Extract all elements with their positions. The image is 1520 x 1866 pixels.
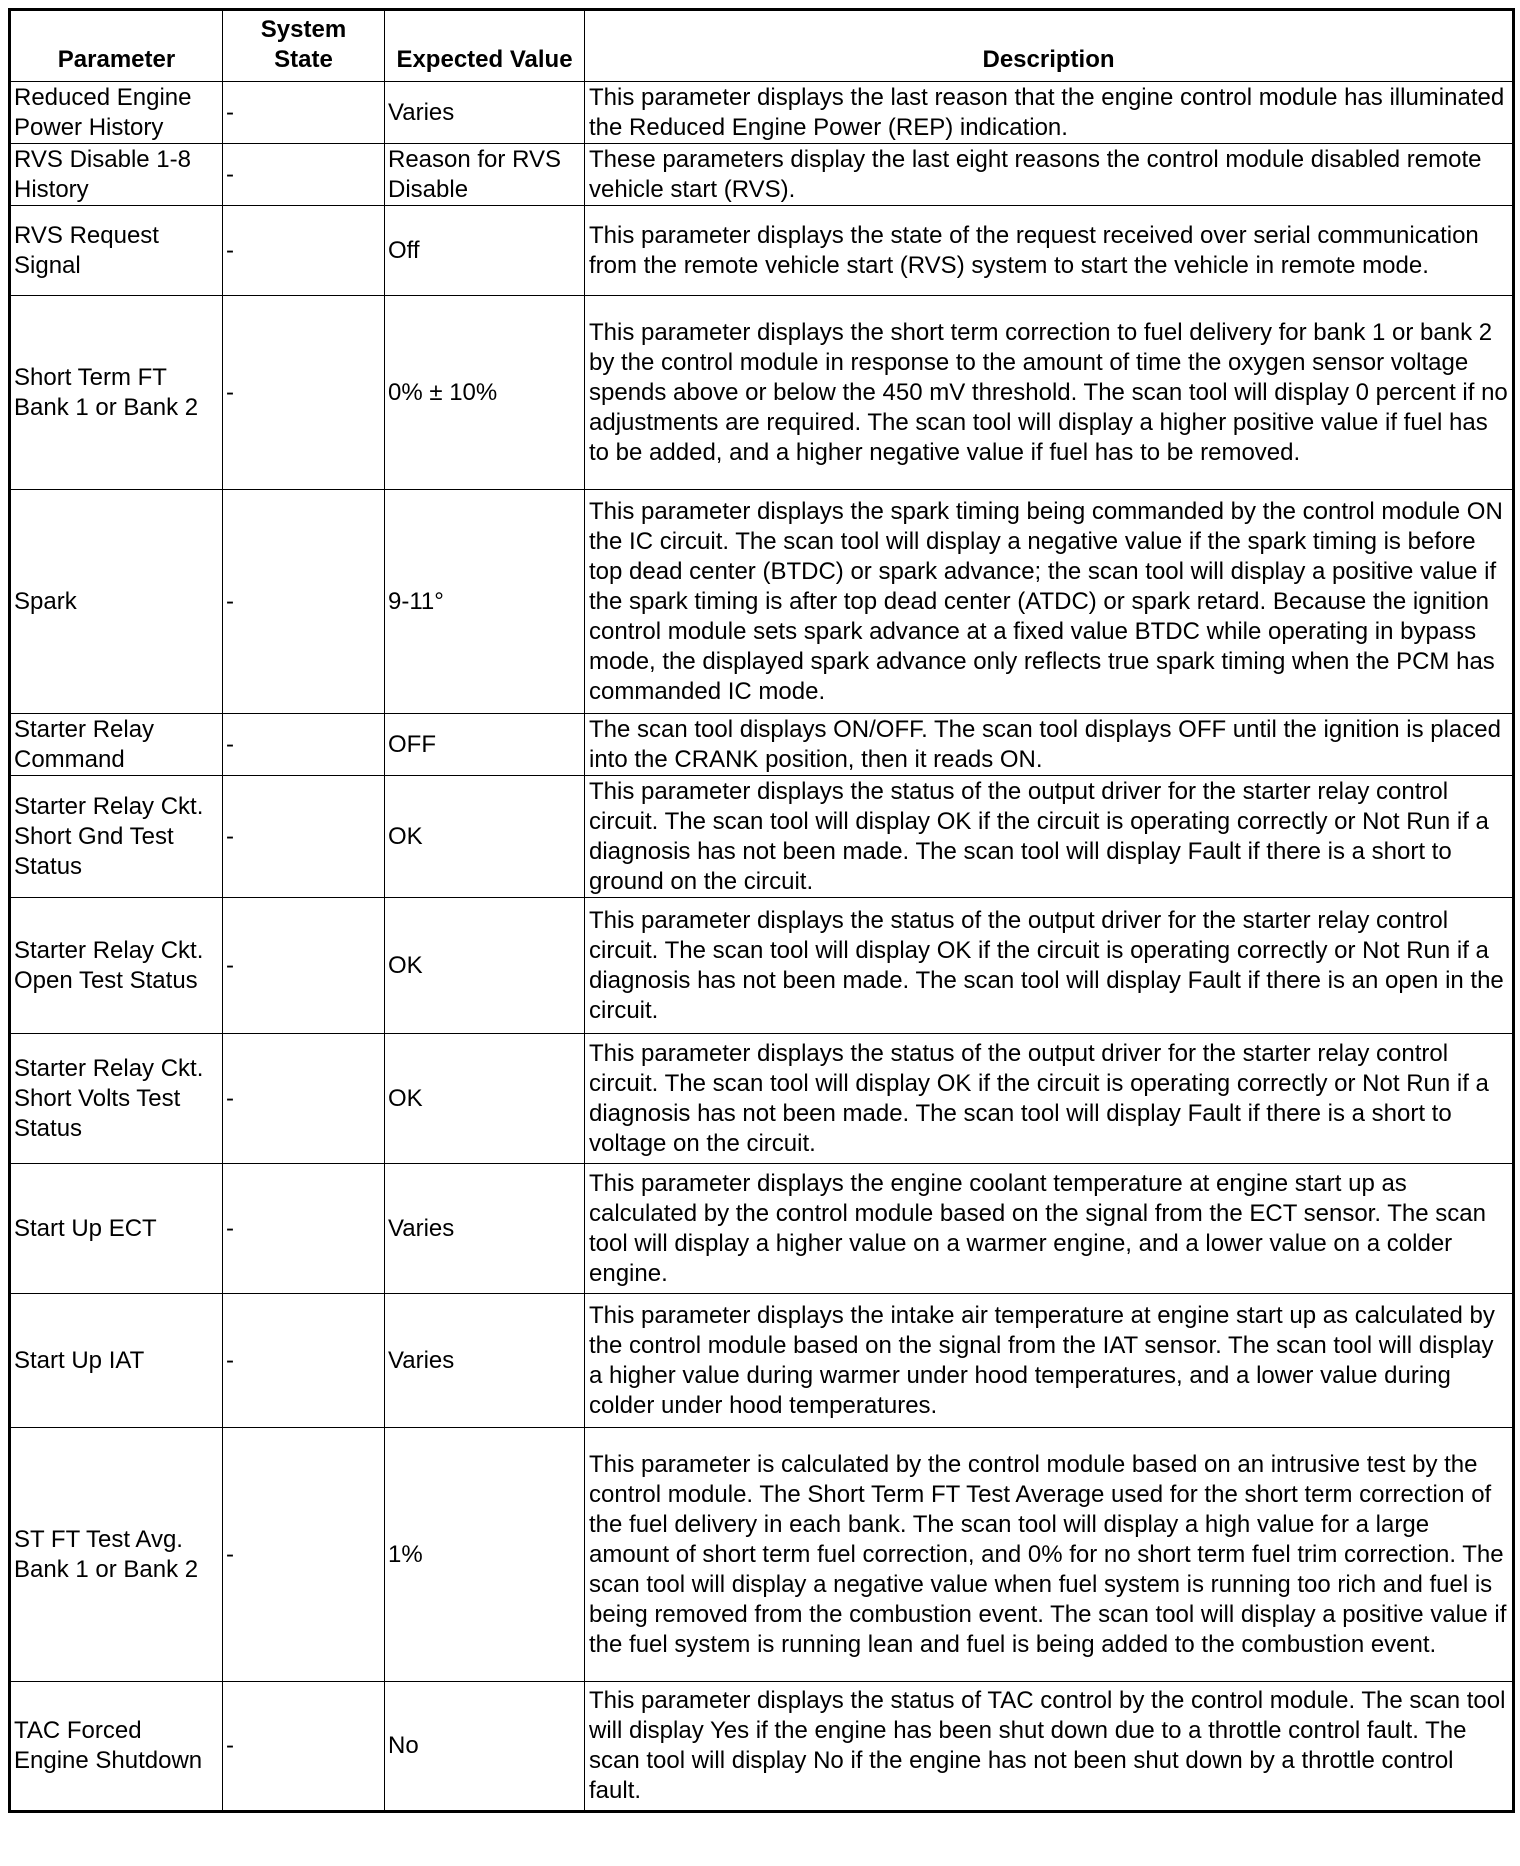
parameter-table — [8, 8, 1515, 1813]
cell-expected-value: Varies — [385, 1294, 585, 1428]
cell-system-state: - — [223, 490, 385, 714]
cell-expected-value: OK — [385, 898, 585, 1034]
parameter-table-container — [8, 8, 1512, 1813]
column-header-system-state: System State — [223, 10, 385, 82]
cell-system-state: - — [223, 1164, 385, 1294]
table-row — [10, 144, 1514, 206]
cell-description: This parameter displays the status of TAC control by the control module. The scan tool will display Yes if the engine has been shut down due to a throttle control fault. The scan tool will display No if the engine has not been shut down by a throttle control fault. — [585, 1682, 1514, 1812]
cell-description: These parameters display the last eight reasons the control module disabled remote vehicle start (RVS). — [585, 144, 1514, 206]
cell-parameter: Spark — [10, 490, 223, 714]
cell-expected-value: OK — [385, 776, 585, 898]
cell-parameter: Starter Relay Ckt. Open Test Status — [10, 898, 223, 1034]
cell-system-state: - — [223, 1034, 385, 1164]
cell-expected-value: OK — [385, 1034, 585, 1164]
table-row — [10, 898, 1514, 1034]
cell-parameter: RVS Disable 1-8 History — [10, 144, 223, 206]
cell-parameter: Start Up ECT — [10, 1164, 223, 1294]
table-row — [10, 1428, 1514, 1682]
cell-parameter: ST FT Test Avg. Bank 1 or Bank 2 — [10, 1428, 223, 1682]
cell-expected-value: 9-11° — [385, 490, 585, 714]
table-row — [10, 714, 1514, 776]
cell-description: The scan tool displays ON/OFF. The scan tool displays OFF until the ignition is placed into the CRANK position, then it reads ON. — [585, 714, 1514, 776]
table-row — [10, 490, 1514, 714]
cell-parameter: Starter Relay Ckt. Short Volts Test Status — [10, 1034, 223, 1164]
cell-system-state: - — [223, 1428, 385, 1682]
cell-parameter: Start Up IAT — [10, 1294, 223, 1428]
cell-system-state: - — [223, 776, 385, 898]
cell-description: This parameter is calculated by the control module based on an intrusive test by the control module. The Short Term FT Test Average used for the short term correction of the fuel delivery in each bank. The scan tool will display a high value for a large amount of short term fuel correction, and 0% for no short term fuel trim correction. The scan tool will display a negative value when fuel system is running too rich and fuel is being removed from the combustion event. The scan tool will display a positive value if the fuel system is running lean and fuel is being added to the combustion event. — [585, 1428, 1514, 1682]
cell-expected-value: No — [385, 1682, 585, 1812]
cell-expected-value: OFF — [385, 714, 585, 776]
cell-description: This parameter displays the last reason that the engine control module has illuminated the Reduced Engine Power (REP) indication. — [585, 82, 1514, 144]
cell-parameter: Short Term FT Bank 1 or Bank 2 — [10, 296, 223, 490]
cell-system-state: - — [223, 82, 385, 144]
cell-parameter: RVS Request Signal — [10, 206, 223, 296]
cell-description: This parameter displays the status of the output driver for the starter relay control circuit. The scan tool will display OK if the circuit is operating correctly or Not Run if a diagnosis has not been made. The scan tool will display Fault if there is an open in the circuit. — [585, 898, 1514, 1034]
table-row — [10, 1294, 1514, 1428]
table-row — [10, 82, 1514, 144]
table-row — [10, 776, 1514, 898]
cell-expected-value: Varies — [385, 82, 585, 144]
column-header-parameter: Parameter — [10, 10, 223, 82]
column-header-expected-value: Expected Value — [385, 10, 585, 82]
cell-expected-value: 1% — [385, 1428, 585, 1682]
cell-system-state: - — [223, 296, 385, 490]
cell-system-state: - — [223, 144, 385, 206]
cell-description: This parameter displays the engine coolant temperature at engine start up as calculated by the control module based on the signal from the ECT sensor. The scan tool will display a higher value on a warmer engine, and a lower value on a colder engine. — [585, 1164, 1514, 1294]
column-header-description: Description — [585, 10, 1514, 82]
cell-parameter: Starter Relay Ckt. Short Gnd Test Status — [10, 776, 223, 898]
cell-expected-value: Varies — [385, 1164, 585, 1294]
cell-description: This parameter displays the state of the request received over serial communication from the remote vehicle start (RVS) system to start the vehicle in remote mode. — [585, 206, 1514, 296]
cell-expected-value: Off — [385, 206, 585, 296]
cell-system-state: - — [223, 714, 385, 776]
cell-system-state: - — [223, 1294, 385, 1428]
cell-description: This parameter displays the intake air temperature at engine start up as calculated by the control module based on the signal from the IAT sensor. The scan tool will display a higher value during warmer under hood temperatures, and a lower value during colder under hood temperatures. — [585, 1294, 1514, 1428]
table-header-row — [10, 10, 1514, 82]
cell-description: This parameter displays the spark timing being commanded by the control module ON the IC circuit. The scan tool will display a negative value if the spark timing is before top dead center (BTDC) or spark advance; the scan tool will display a positive value if the spark timing is after top dead center (ATDC) or spark retard. Because the ignition control module sets spark advance at a fixed value BTDC while operating in bypass mode, the displayed spark advance only reflects true spark timing when the PCM has commanded IC mode. — [585, 490, 1514, 714]
cell-parameter: TAC Forced Engine Shutdown — [10, 1682, 223, 1812]
table-row — [10, 296, 1514, 490]
cell-parameter: Starter Relay Command — [10, 714, 223, 776]
cell-description: This parameter displays the short term correction to fuel delivery for bank 1 or bank 2 by the control module in response to the amount of time the oxygen sensor voltage spends above or below the 450 mV threshold. The scan tool will display 0 percent if no adjustments are required. The scan tool will display a higher positive value if fuel has to be added, and a higher negative value if fuel has to be removed. — [585, 296, 1514, 490]
cell-expected-value: 0% ± 10% — [385, 296, 585, 490]
cell-system-state: - — [223, 1682, 385, 1812]
cell-parameter: Reduced Engine Power History — [10, 82, 223, 144]
table-row — [10, 1034, 1514, 1164]
cell-expected-value: Reason for RVS Disable — [385, 144, 585, 206]
cell-description: This parameter displays the status of the output driver for the starter relay control circuit. The scan tool will display OK if the circuit is operating correctly or Not Run if a diagnosis has not been made. The scan tool will display Fault if there is a short to ground on the circuit. — [585, 776, 1514, 898]
table-row — [10, 1164, 1514, 1294]
cell-system-state: - — [223, 898, 385, 1034]
table-row — [10, 1682, 1514, 1812]
table-row — [10, 206, 1514, 296]
cell-system-state: - — [223, 206, 385, 296]
cell-description: This parameter displays the status of the output driver for the starter relay control circuit. The scan tool will display OK if the circuit is operating correctly or Not Run if a diagnosis has not been made. The scan tool will display Fault if there is a short to voltage on the circuit. — [585, 1034, 1514, 1164]
